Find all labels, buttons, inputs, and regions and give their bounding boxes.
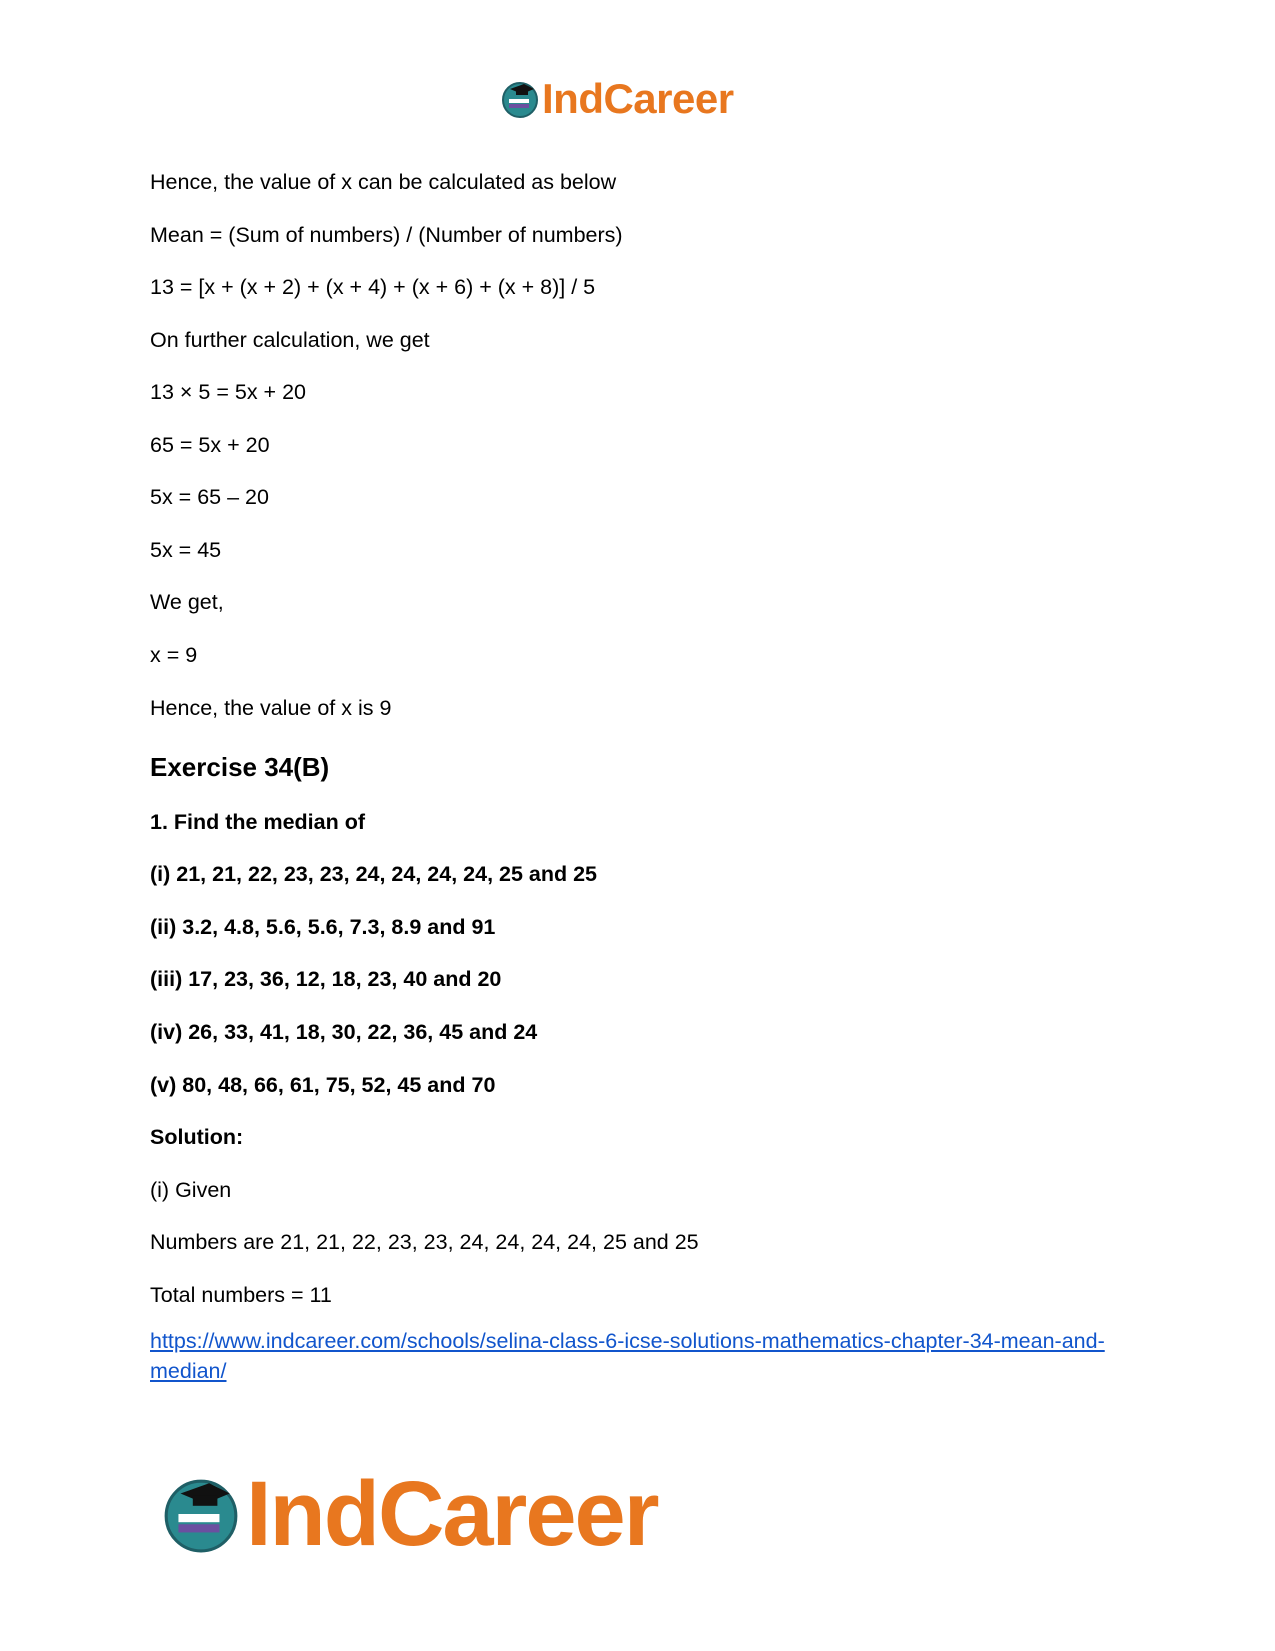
globe-graduation-cap-icon — [500, 79, 540, 119]
header-logo — [500, 75, 734, 122]
text-line: 65 = 5x + 20 — [150, 433, 270, 457]
question-part: (i) 21, 21, 22, 23, 23, 24, 24, 24, 24, 25 and 25 — [150, 862, 598, 886]
text-line: 5x = 45 — [150, 538, 222, 562]
text-line: Hence, the value of x is 9 — [150, 696, 392, 720]
solution-line: (i) Given — [150, 1178, 232, 1202]
question-title: 1. Find the median of — [150, 810, 366, 834]
solution-line: Total numbers = 11 — [150, 1283, 332, 1307]
text-line: 13 = [x + (x + 2) + (x + 4) + (x + 6) + (x + 8)] / 5 — [150, 275, 596, 299]
text-line: 13 × 5 = 5x + 20 — [150, 380, 307, 404]
logo-text: IndCareer — [542, 75, 734, 122]
question-part: (iii) 17, 23, 36, 12, 18, 23, 40 and 20 — [150, 967, 502, 991]
source-link[interactable]: https://www.indcareer.com/schools/selina-class-6-icse-solutions-mathematics-chapter-34-mean-and-median/ — [150, 1329, 1105, 1383]
text-line: x = 9 — [150, 643, 198, 667]
question-part: (v) 80, 48, 66, 61, 75, 52, 45 and 70 — [150, 1073, 496, 1097]
question-part: (ii) 3.2, 4.8, 5.6, 5.6, 7.3, 8.9 and 91 — [150, 915, 496, 939]
solution-label: Solution: — [150, 1125, 244, 1149]
text-line: Hence, the value of x can be calculated as below — [150, 170, 617, 194]
footer-logo — [160, 1463, 658, 1565]
globe-graduation-cap-icon — [160, 1473, 242, 1555]
text-line: 5x = 65 – 20 — [150, 485, 269, 509]
logo-text: IndCareer — [246, 1463, 658, 1565]
text-line: Mean = (Sum of numbers) / (Number of numbers) — [150, 223, 623, 247]
solution-line: Numbers are 21, 21, 22, 23, 23, 24, 24, 24, 24, 25 and 25 — [150, 1230, 699, 1254]
text-line: We get, — [150, 590, 224, 614]
question-part: (iv) 26, 33, 41, 18, 30, 22, 36, 45 and 24 — [150, 1020, 538, 1044]
text-line: On further calculation, we get — [150, 328, 430, 352]
exercise-heading: Exercise 34(B) — [150, 752, 330, 782]
